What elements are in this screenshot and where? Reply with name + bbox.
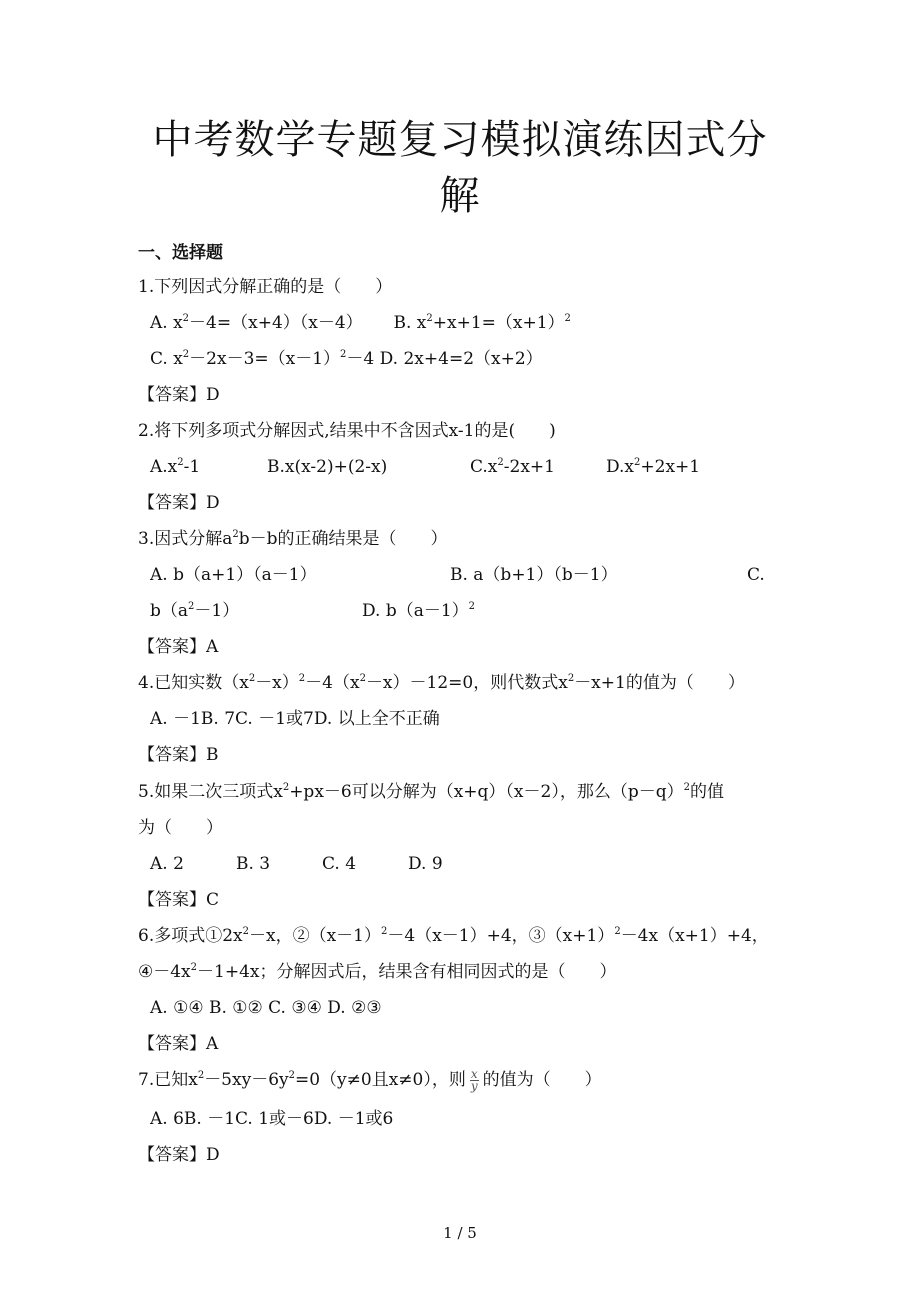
q3-option-c-label: C.: [747, 565, 765, 585]
q1-option-d: D. 2x+4=2（x+2）: [379, 349, 543, 369]
q2-option-b: B.x(x-2)+(2-x): [267, 457, 388, 477]
q4-stem: 4.已知实数$(x^2-x)^2-4(x^2-x)-12=0$，则代数式$x^2-x+1$的值为（ ）: [138, 673, 745, 693]
q7-stem: 7.已知$x^2-5xy-6y^2=0(y\ne 0$且x≠0），则 $\frac{x}{y}$ 的值为（ ）: [138, 1067, 602, 1093]
q1-option-a: A. $x^2-4=(x+4)(x-4)$: [150, 313, 363, 333]
q1-answer: 【答案】D: [138, 385, 220, 405]
q2-option-a: $A.x^2-1$: [150, 457, 201, 477]
q1-options-row2: [150, 347, 543, 371]
q4-answer: 【答案】B: [138, 745, 219, 765]
section-heading: 一、选择题: [138, 243, 223, 263]
q7-fraction: $\frac{x}{y}$: [470, 1067, 478, 1093]
q7-options: A. 6B. －1C. 1或－6D. －1或6: [150, 1109, 394, 1129]
q6-answer: 【答案】A: [138, 1034, 219, 1054]
q1-option-b: B. $x^2+x+1=(x+1)^2$: [393, 313, 571, 333]
page-number: 1 / 5: [443, 1224, 477, 1242]
q1-options-row1: [150, 311, 571, 335]
q5-option-b: B. 3: [236, 854, 271, 874]
q6-stem-line2: $④-4x^2-1+4x$；分解因式后，结果含有相同因式的是（ ）: [138, 962, 617, 982]
title-line-2: 解: [439, 173, 481, 219]
q5-option-d: D. 9: [408, 854, 443, 874]
q3-option-b: B. a（b+1）（b－1）: [450, 565, 618, 585]
q3-answer: 【答案】A: [138, 637, 219, 657]
q3-option-a: A. b（a+1）（a－1）: [150, 565, 317, 585]
q6-stem: 6.多项式$①2x^2-x$，$②(x-1)^2-4(x-1)+4$，$③(x+1)^2-4x(x+1)+4$，: [138, 926, 769, 946]
document-title: [120, 112, 800, 224]
q2-option-c: $C.x^2-2x+1$: [470, 457, 555, 477]
title-line-1: 中考数学专题复习模拟演练因式分: [152, 117, 768, 163]
q5-stem: 5.如果二次三项式$x^2+px-6$可以分解为（x+q）（x－2），那么$(p-q)^2$的值: [138, 782, 724, 802]
q1-option-c: C. $x^2-2x-3=(x-1)^2-4$: [150, 349, 375, 369]
q5-option-c: C. 4: [322, 854, 357, 874]
q5-stem-line2: 为（ ）: [138, 818, 223, 838]
q3-option-c: $b(a^2-1)$: [150, 601, 240, 621]
q3-option-d: D. $b(a-1)^2$: [362, 601, 476, 621]
q6-options: A. ①④ B. ①② C. ③④ D. ②③: [150, 998, 382, 1018]
q2-answer: 【答案】D: [138, 493, 220, 513]
q1-stem: 1.下列因式分解正确的是（ ）: [138, 277, 393, 297]
q3-stem: 3.因式分解$a^2b-b$的正确结果是（ ）: [138, 529, 448, 549]
q5-answer: 【答案】C: [138, 890, 220, 910]
q2-stem: 2.将下列多项式分解因式,结果中不含因式x-1的是( ): [138, 421, 556, 441]
q5-option-a: A. 2: [150, 854, 184, 874]
q2-option-d: $D.x^2+2x+1$: [606, 457, 701, 477]
q7-answer: 【答案】D: [138, 1145, 220, 1165]
q4-options: A. －1B. 7C. －1或7D. 以上全不正确: [150, 709, 440, 729]
